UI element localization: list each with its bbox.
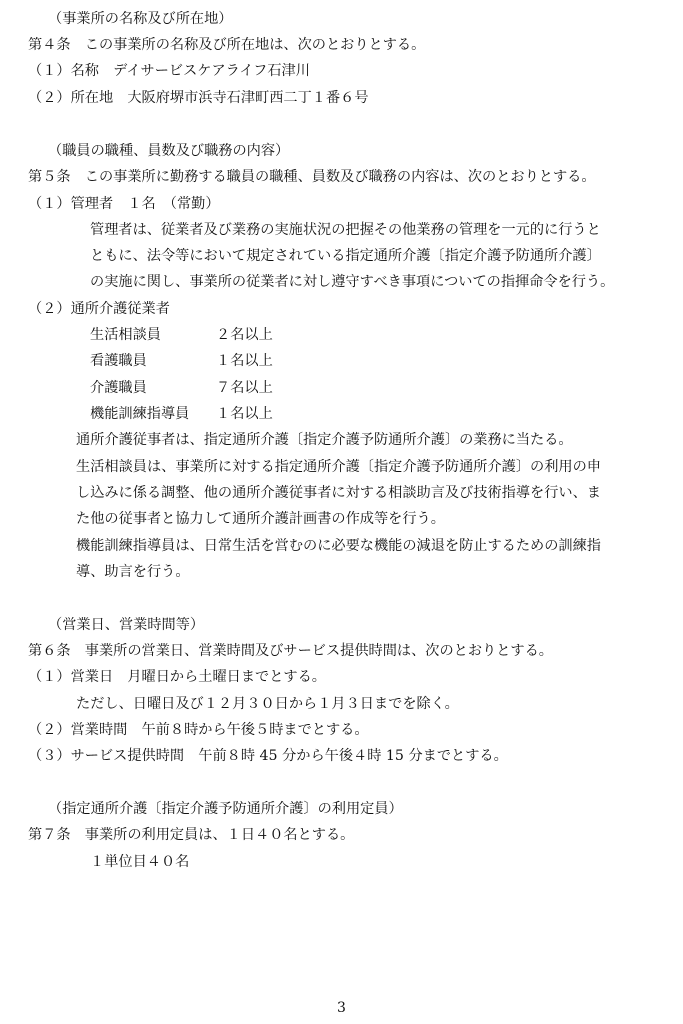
article-4-item-address: （２）所在地 大阪府堺市浜寺石津町西二丁１番６号: [28, 90, 369, 106]
staff-role: 看護職員: [90, 353, 147, 369]
staff-role: 生活相談員: [90, 327, 161, 343]
page-number: 3: [337, 1000, 346, 1016]
article-6-item-service-hours: （３）サービス提供時間 午前８時 45 分から午後４時 15 分までとする。: [28, 748, 508, 764]
article-4-heading: （事業所の名称及び所在地）: [48, 11, 233, 27]
staff-role: 介護職員: [90, 380, 147, 396]
article-6-body: 第６条 事業所の営業日、営業時間及びサービス提供時間は、次のとおりとする。: [28, 643, 553, 659]
staff-desc-line: 生活相談員は、事業所に対する指定通所介護〔指定介護予防通所介護〕の利用の申: [76, 459, 601, 475]
staff-desc-line: 通所介護従事者は、指定通所介護〔指定介護予防通所介護〕の業務に当たる。: [76, 432, 573, 448]
article-5-heading: （職員の職種、員数及び職務の内容）: [48, 143, 290, 159]
staff-count: １名以上: [216, 353, 273, 369]
staff-desc-line: し込みに係る調整、他の通所介護従事者に対する相談助言及び技術指導を行い、ま: [76, 485, 601, 501]
article-4-body: 第４条 この事業所の名称及び所在地は、次のとおりとする。: [28, 37, 426, 53]
staff-desc-line: た他の従事者と協力して通所介護計画書の作成等を行う。: [76, 511, 445, 527]
article-7-unit: １単位目４０名: [90, 854, 190, 870]
article-5-body: 第５条 この事業所に勤務する職員の職種、員数及び職務の内容は、次のとおりとする。: [28, 169, 596, 185]
staff-count: ７名以上: [216, 380, 273, 396]
article-4-item-name: （１）名称 デイサービスケアライフ石津川: [28, 63, 310, 79]
staff-count: １名以上: [216, 406, 273, 422]
article-7-body: 第７条 事業所の利用定員は、１日４０名とする。: [28, 827, 355, 843]
article-5-staff-item: （２）通所介護従業者: [28, 301, 170, 317]
article-7-heading: （指定通所介護〔指定介護予防通所介護〕の利用定員）: [48, 801, 403, 817]
manager-desc-line: ともに、法令等において規定されている指定通所介護〔指定介護予防通所介護〕: [90, 248, 601, 264]
staff-desc-line: 機能訓練指導員は、日常生活を営むのに必要な機能の減退を防止するための訓練指: [76, 538, 601, 554]
article-6-heading: （営業日、営業時間等）: [48, 617, 205, 633]
article-6-item-business-days: （１）営業日 月曜日から土曜日までとする。: [28, 669, 326, 685]
manager-desc-line: 管理者は、従業者及び業務の実施状況の把握その他業務の管理を一元的に行うと: [90, 222, 601, 238]
article-5-manager-item: （１）管理者 １名 （常勤）: [28, 196, 220, 212]
manager-desc-line: の実施に関し、事業所の従業者に対し遵守すべき事項についての指揮命令を行う。: [90, 274, 615, 290]
staff-desc-line: 導、助言を行う。: [76, 564, 190, 580]
article-6-item-business-hours: （２）営業時間 午前８時から午後５時までとする。: [28, 722, 369, 738]
article-6-item-business-days-note: ただし、日曜日及び１２月３０日から１月３日までを除く。: [76, 696, 459, 712]
staff-role: 機能訓練指導員: [90, 406, 190, 422]
staff-count: ２名以上: [216, 327, 273, 343]
